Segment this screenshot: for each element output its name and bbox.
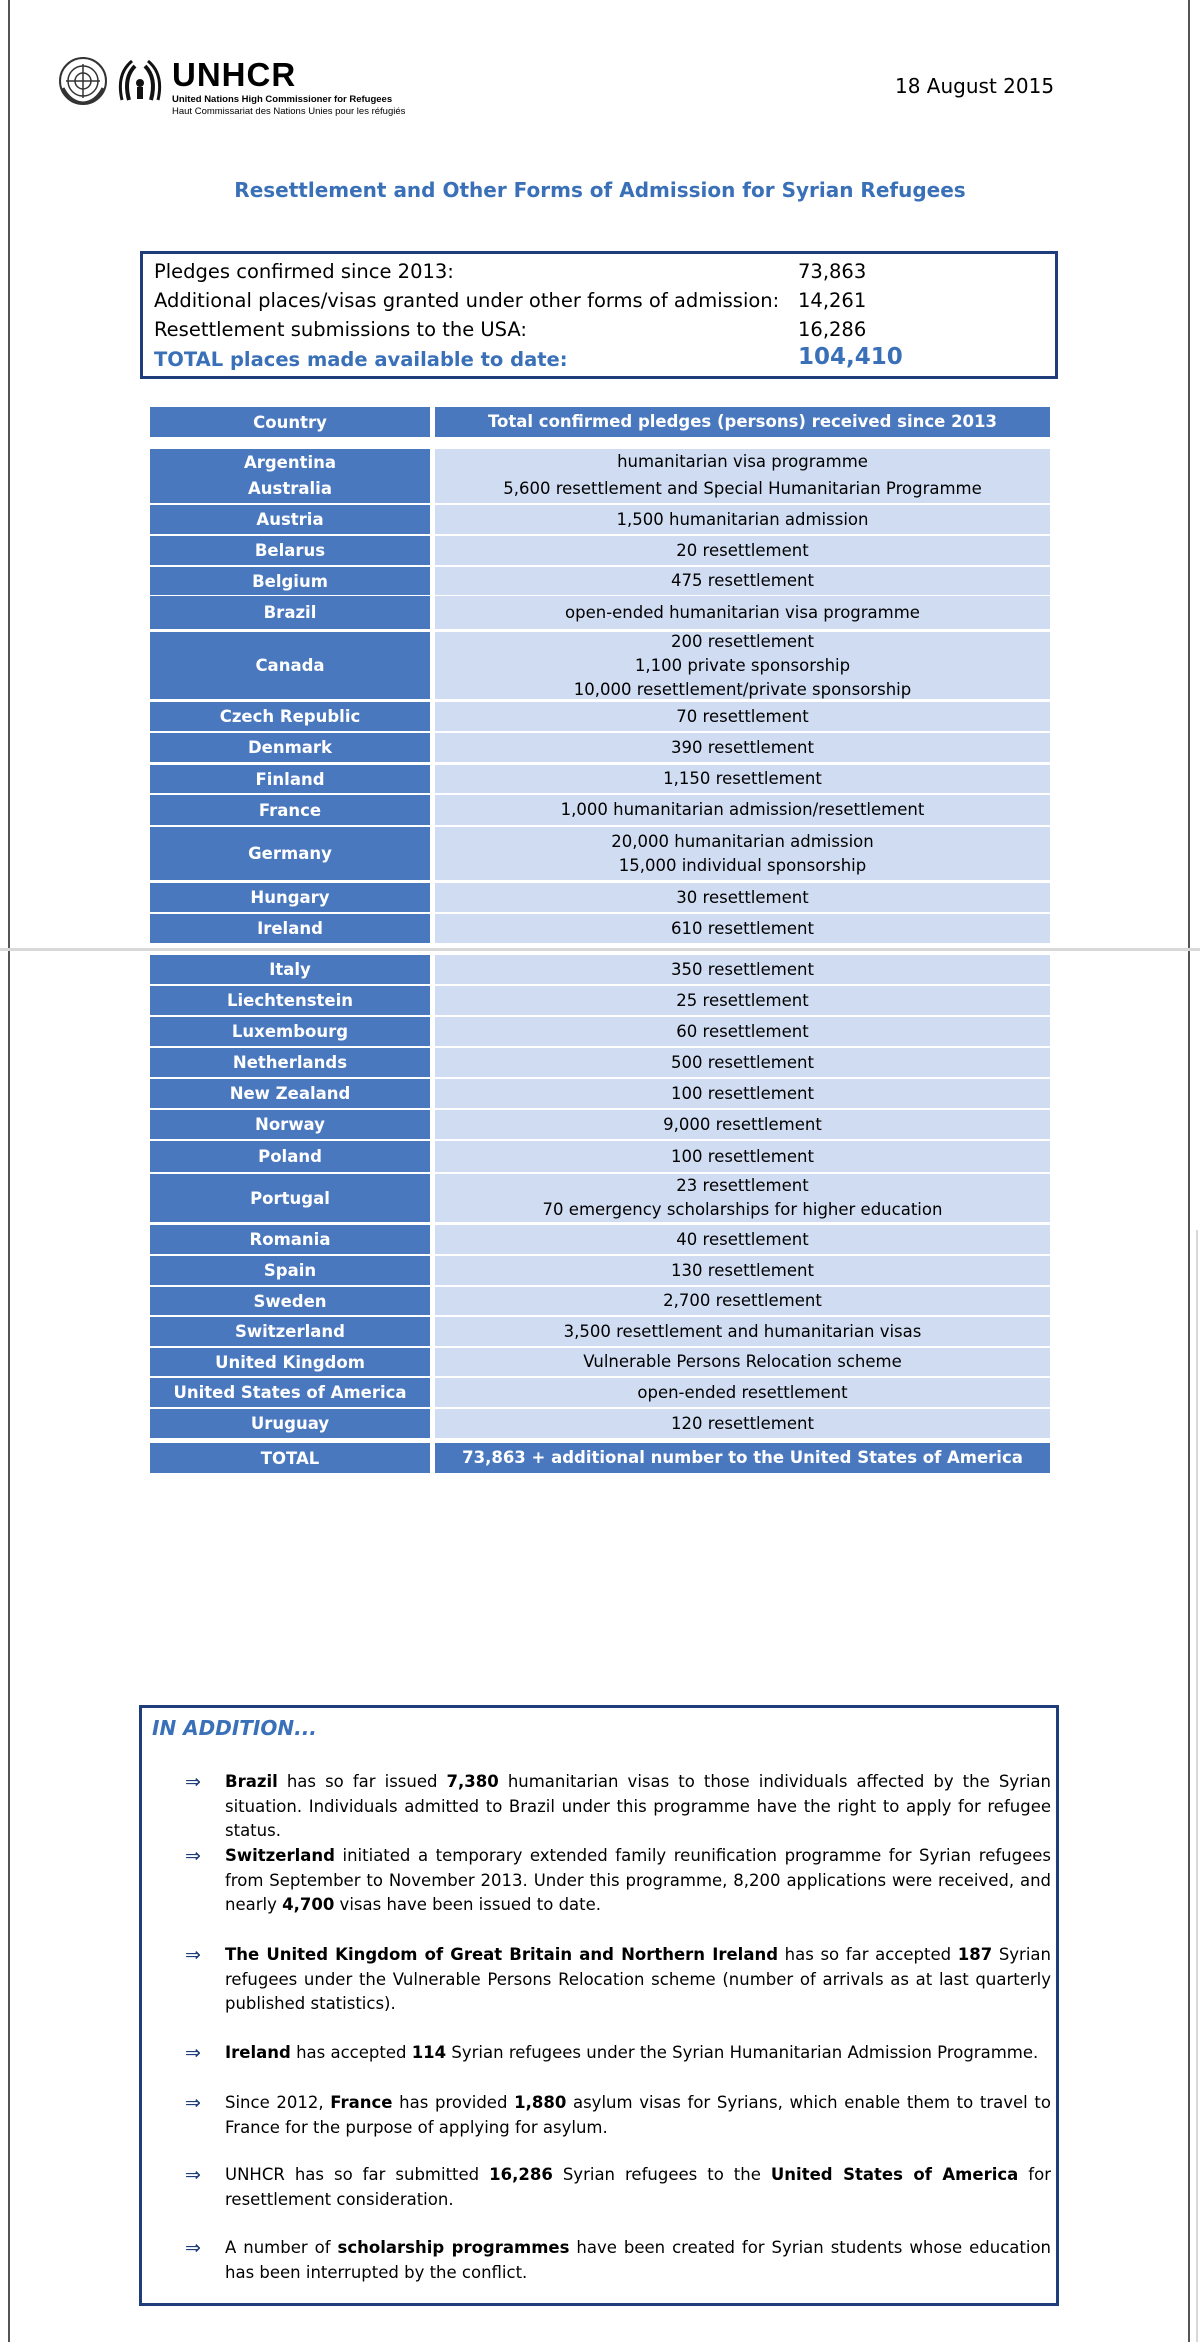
country-cell: Ireland	[150, 914, 430, 943]
bold-text: 1,880	[514, 2093, 567, 2112]
bold-text: 4,700	[282, 1895, 335, 1914]
country-cell: Canada	[150, 632, 430, 699]
country-cell: Uruguay	[150, 1409, 430, 1438]
bold-text: scholarship programmes	[337, 2238, 570, 2257]
summary-label-pledges: Pledges confirmed since 2013:	[154, 260, 454, 283]
double-arrow-icon: ⇒	[185, 2237, 201, 2259]
sheltering-hands-icon	[115, 56, 165, 106]
pledge-cell: 1,000 humanitarian admission/resettlement	[435, 795, 1050, 825]
country-cell: Denmark	[150, 733, 430, 762]
document-date: 18 August 2015	[895, 74, 1055, 98]
country-cell: Finland	[150, 765, 430, 793]
text: for resettlement consideration.	[225, 2165, 1051, 2209]
brand-subtitle-fr: Haut Commissariat des Nations Unies pour les réfugiés	[172, 106, 406, 117]
text: A number of	[225, 2238, 338, 2257]
page-edge-right	[1188, 0, 1190, 2342]
text: Syrian refugees under the Syrian Humanitarian Admission Programme.	[446, 2043, 1039, 2062]
country-cell: Liechtenstein	[150, 986, 430, 1015]
bold-text: 114	[411, 2043, 447, 2062]
addition-bullet-text	[225, 2041, 1051, 2066]
pledge-cell: Vulnerable Persons Relocation scheme	[435, 1348, 1050, 1376]
double-arrow-icon: ⇒	[185, 2092, 201, 2114]
pledge-cell: 100 resettlement	[435, 1079, 1050, 1108]
country-cell: France	[150, 795, 430, 825]
text: visas have been issued to date.	[334, 1895, 602, 1914]
table-total-row	[150, 1443, 1050, 1473]
table-header-row	[150, 407, 1050, 437]
text: has provided	[392, 2093, 515, 2112]
table-row	[150, 1409, 1050, 1438]
double-arrow-icon: ⇒	[185, 1771, 201, 1793]
summary-value-total: 104,410	[798, 344, 903, 370]
table-row	[150, 702, 1050, 731]
table-row	[150, 1287, 1050, 1315]
country-cell: Brazil	[150, 596, 430, 629]
table-row	[150, 883, 1050, 912]
bold-text: The United Kingdom of Great Britain and Northern Ireland	[225, 1945, 779, 1964]
table-row	[150, 1079, 1050, 1108]
country-cell: Country	[150, 407, 430, 437]
text: has accepted	[290, 2043, 412, 2062]
double-arrow-icon: ⇒	[185, 2042, 201, 2064]
pledge-cell: 20 resettlement	[435, 536, 1050, 565]
country-cell: Hungary	[150, 883, 430, 912]
country-cell: Belgium	[150, 567, 430, 595]
text: Syrian refugees under the Vulnerable Persons Relocation scheme (number of arrivals as at last quarterly published statistics).	[225, 1945, 1051, 2013]
bold-text: France	[330, 2093, 393, 2112]
bold-text: 16,286	[489, 2165, 553, 2184]
text: has so far issued	[277, 1772, 447, 1791]
summary-value-additional: 14,261	[798, 289, 867, 312]
pledge-cell: 100 resettlement	[435, 1141, 1050, 1172]
pledge-cell: 60 resettlement	[435, 1017, 1050, 1046]
summary-value-usa: 16,286	[798, 318, 867, 341]
pledge-cell: 23 resettlement 70 emergency scholarships for higher education	[435, 1174, 1050, 1222]
pledge-cell: 1,150 resettlement	[435, 765, 1050, 793]
table-row	[150, 955, 1050, 984]
pledge-cell: open-ended humanitarian visa programme	[435, 596, 1050, 629]
double-arrow-icon: ⇒	[185, 1845, 201, 1867]
table-row	[150, 986, 1050, 1015]
text: initiated a temporary extended family reunification programme for Syrian refugees from September to November 2013. Under this programme, 8,200 applications were received, and nearly	[225, 1846, 1051, 1914]
country-cell: United States of America	[150, 1378, 430, 1407]
pledge-cell: Total confirmed pledges (persons) received since 2013	[435, 407, 1050, 437]
double-arrow-icon: ⇒	[185, 1944, 201, 1966]
pledge-cell: 25 resettlement	[435, 986, 1050, 1015]
table-row	[150, 1317, 1050, 1346]
summary-value-pledges: 73,863	[798, 260, 867, 283]
bold-text: 7,380	[446, 1772, 499, 1791]
table-row	[150, 536, 1050, 565]
table-row	[150, 733, 1050, 762]
summary-label-total: TOTAL places made available to date:	[154, 348, 568, 371]
country-cell: Austria	[150, 505, 430, 534]
unhcr-logo	[58, 56, 458, 116]
pledge-cell: 1,500 humanitarian admission	[435, 505, 1050, 534]
bold-text: United States of America	[770, 2165, 1019, 2184]
addition-bullet-text	[225, 1844, 1051, 1918]
country-cell: Netherlands	[150, 1048, 430, 1077]
un-emblem-icon	[58, 56, 108, 106]
in-addition-title: IN ADDITION...	[152, 1716, 317, 1740]
page-edge-left	[8, 0, 10, 2342]
summary-box	[140, 251, 1058, 379]
table-row	[150, 827, 1050, 880]
table-row	[150, 1378, 1050, 1407]
pledge-cell: 390 resettlement	[435, 733, 1050, 762]
table-row	[150, 505, 1050, 534]
pledge-cell: humanitarian visa programme	[435, 449, 1050, 475]
country-cell: Australia	[150, 474, 430, 503]
pledge-cell: 20,000 humanitarian admission 15,000 individual sponsorship	[435, 827, 1050, 880]
double-arrow-icon: ⇒	[185, 2164, 201, 2186]
pledge-cell: 120 resettlement	[435, 1409, 1050, 1438]
pledge-cell: 5,600 resettlement and Special Humanitarian Programme	[435, 474, 1050, 503]
text: has so far accepted	[778, 1945, 958, 1964]
table-row	[150, 449, 1050, 475]
country-cell: Argentina	[150, 449, 430, 475]
pledge-cell: 9,000 resettlement	[435, 1110, 1050, 1139]
addition-bullet-text	[225, 2091, 1051, 2140]
text: have been created for Syrian students whose education has been interrupted by the conflict.	[225, 2238, 1052, 2282]
country-cell: Poland	[150, 1141, 430, 1172]
summary-label-usa: Resettlement submissions to the USA:	[154, 318, 527, 341]
country-cell: Spain	[150, 1256, 430, 1285]
country-cell: Belarus	[150, 536, 430, 565]
table-row	[150, 765, 1050, 793]
table-row	[150, 1348, 1050, 1376]
pledge-cell: 500 resettlement	[435, 1048, 1050, 1077]
text: asylum visas for Syrians, which enable them to travel to France for the purpose of applying for asylum.	[225, 2093, 1051, 2137]
table-row	[150, 1225, 1050, 1254]
country-cell: Luxembourg	[150, 1017, 430, 1046]
text: UNHCR has so far submitted	[225, 2165, 490, 2184]
table-row	[150, 1174, 1050, 1222]
table-row	[150, 1256, 1050, 1285]
addition-bullet-text	[225, 2236, 1051, 2285]
table-row	[150, 1141, 1050, 1172]
country-cell: TOTAL	[150, 1443, 430, 1473]
page-title: Resettlement and Other Forms of Admission for Syrian Refugees	[234, 178, 966, 202]
brand-name: UNHCR	[172, 56, 297, 93]
country-cell: Italy	[150, 955, 430, 984]
summary-label-additional: Additional places/visas granted under other forms of admission:	[154, 289, 780, 312]
table-row	[150, 1017, 1050, 1046]
in-addition-box	[139, 1705, 1059, 2306]
country-cell: Czech Republic	[150, 702, 430, 731]
pledge-cell: 2,700 resettlement	[435, 1287, 1050, 1315]
bold-text: Switzerland	[225, 1846, 335, 1865]
country-cell: Sweden	[150, 1287, 430, 1315]
pledge-cell: 200 resettlement 1,100 private sponsorship 10,000 resettlement/private sponsorship	[435, 632, 1050, 699]
text: Since 2012,	[225, 2093, 331, 2112]
bold-text: Ireland	[225, 2043, 291, 2062]
table-row	[150, 914, 1050, 943]
text: humanitarian visas to those individuals affected by the Syrian situation. Individuals admitted to Brazil under this programme have the right to apply for refugee status.	[225, 1772, 1051, 1840]
pledge-cell: 130 resettlement	[435, 1256, 1050, 1285]
table-row	[150, 1110, 1050, 1139]
country-cell: Romania	[150, 1225, 430, 1254]
table-row	[150, 795, 1050, 825]
pledge-cell: 3,500 resettlement and humanitarian visas	[435, 1317, 1050, 1346]
pledge-cell: 475 resettlement	[435, 567, 1050, 595]
pledge-cell: 610 resettlement	[435, 914, 1050, 943]
table-row	[150, 567, 1050, 595]
pledge-cell: 73,863 + additional number to the United States of America	[435, 1443, 1050, 1473]
pledge-cell: 70 resettlement	[435, 702, 1050, 731]
addition-bullet-text	[225, 2163, 1051, 2212]
country-cell: United Kingdom	[150, 1348, 430, 1376]
pledge-cell: open-ended resettlement	[435, 1378, 1050, 1407]
text: Syrian refugees to the	[552, 2165, 771, 2184]
country-cell: Norway	[150, 1110, 430, 1139]
table-row	[150, 596, 1050, 629]
bold-text: 187	[957, 1945, 993, 1964]
country-cell: New Zealand	[150, 1079, 430, 1108]
country-cell: Portugal	[150, 1174, 430, 1222]
table-row	[150, 1048, 1050, 1077]
country-cell: Switzerland	[150, 1317, 430, 1346]
page-edge-right-lower	[1196, 1230, 1198, 2342]
page-break	[0, 948, 1200, 951]
bold-text: Brazil	[225, 1772, 278, 1791]
brand-subtitle-en: United Nations High Commissioner for Refugees	[172, 94, 393, 105]
country-cell: Germany	[150, 827, 430, 880]
addition-bullet-text	[225, 1770, 1051, 1844]
pledge-cell: 350 resettlement	[435, 955, 1050, 984]
table-row	[150, 632, 1050, 699]
table-row	[150, 474, 1050, 503]
pledge-cell: 40 resettlement	[435, 1225, 1050, 1254]
addition-bullet-text	[225, 1943, 1051, 2017]
pledge-cell: 30 resettlement	[435, 883, 1050, 912]
